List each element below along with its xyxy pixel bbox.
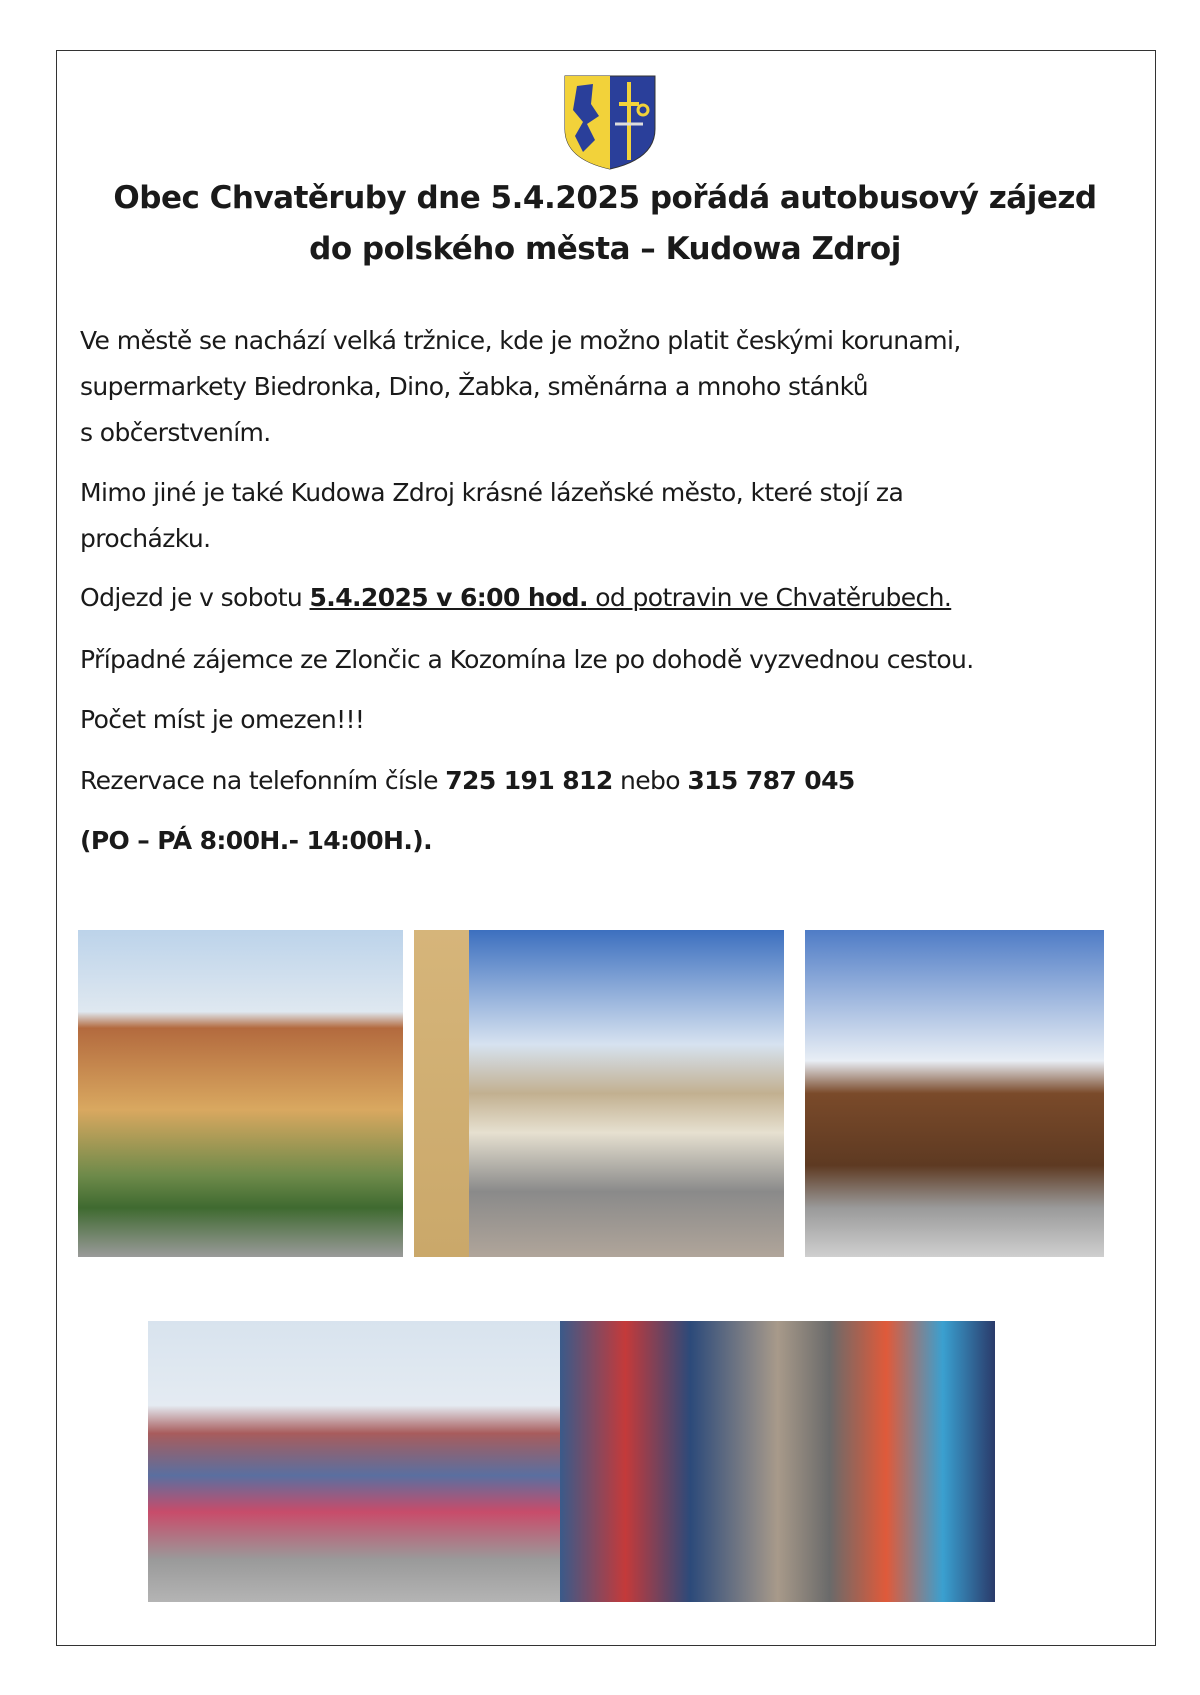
photo-wooden-pavilion (805, 930, 1104, 1257)
reservation-info (80, 766, 855, 795)
phone-1: 725 191 812 (445, 766, 613, 795)
coat-of-arms-logo (563, 74, 657, 170)
photo-market-stalls (148, 1321, 560, 1602)
photo-town-street (414, 930, 784, 1257)
spa-line-1: Mimo jiné je také Kudowa Zdroj krásné lázeňské město, které stojí za (80, 478, 904, 507)
intro-line-1: Ve městě se nachází velká tržnice, kde je možno platit českými korunami, (80, 326, 961, 355)
intro-line-2: supermarkety Biedronka, Dino, Žabka, směnárna a mnoho stánků (80, 372, 868, 401)
title-line-2: do polského města – Kudowa Zdroj (309, 231, 901, 267)
reservation-prefix: Rezervace na telefonním čísle (80, 766, 446, 795)
reservation-or: nebo (612, 766, 688, 795)
departure-time: 5.4.2025 v 6:00 hod. (309, 583, 588, 612)
intro-line-3: s občerstvením. (80, 418, 271, 447)
office-hours: (PO – PÁ 8:00H.- 14:00H.). (80, 826, 432, 855)
photo-market-clothes (560, 1321, 995, 1602)
phone-2: 315 787 045 (687, 766, 855, 795)
departure-prefix: Odjezd je v sobotu (80, 583, 310, 612)
limited-seats: Počet míst je omezen!!! (80, 705, 365, 734)
pickup-info: Případné zájemce ze Zlončic a Kozomína lze po dohodě vyzvednou cestou. (80, 645, 974, 674)
departure-info (80, 583, 951, 612)
spa-line-2: procházku. (80, 524, 211, 553)
title-line-1: Obec Chvatěruby dne 5.4.2025 pořádá autobusový zájezd (113, 180, 1097, 216)
departure-place: od potravin ve Chvatěrubech. (587, 583, 952, 612)
photo-spa-building (78, 930, 403, 1257)
